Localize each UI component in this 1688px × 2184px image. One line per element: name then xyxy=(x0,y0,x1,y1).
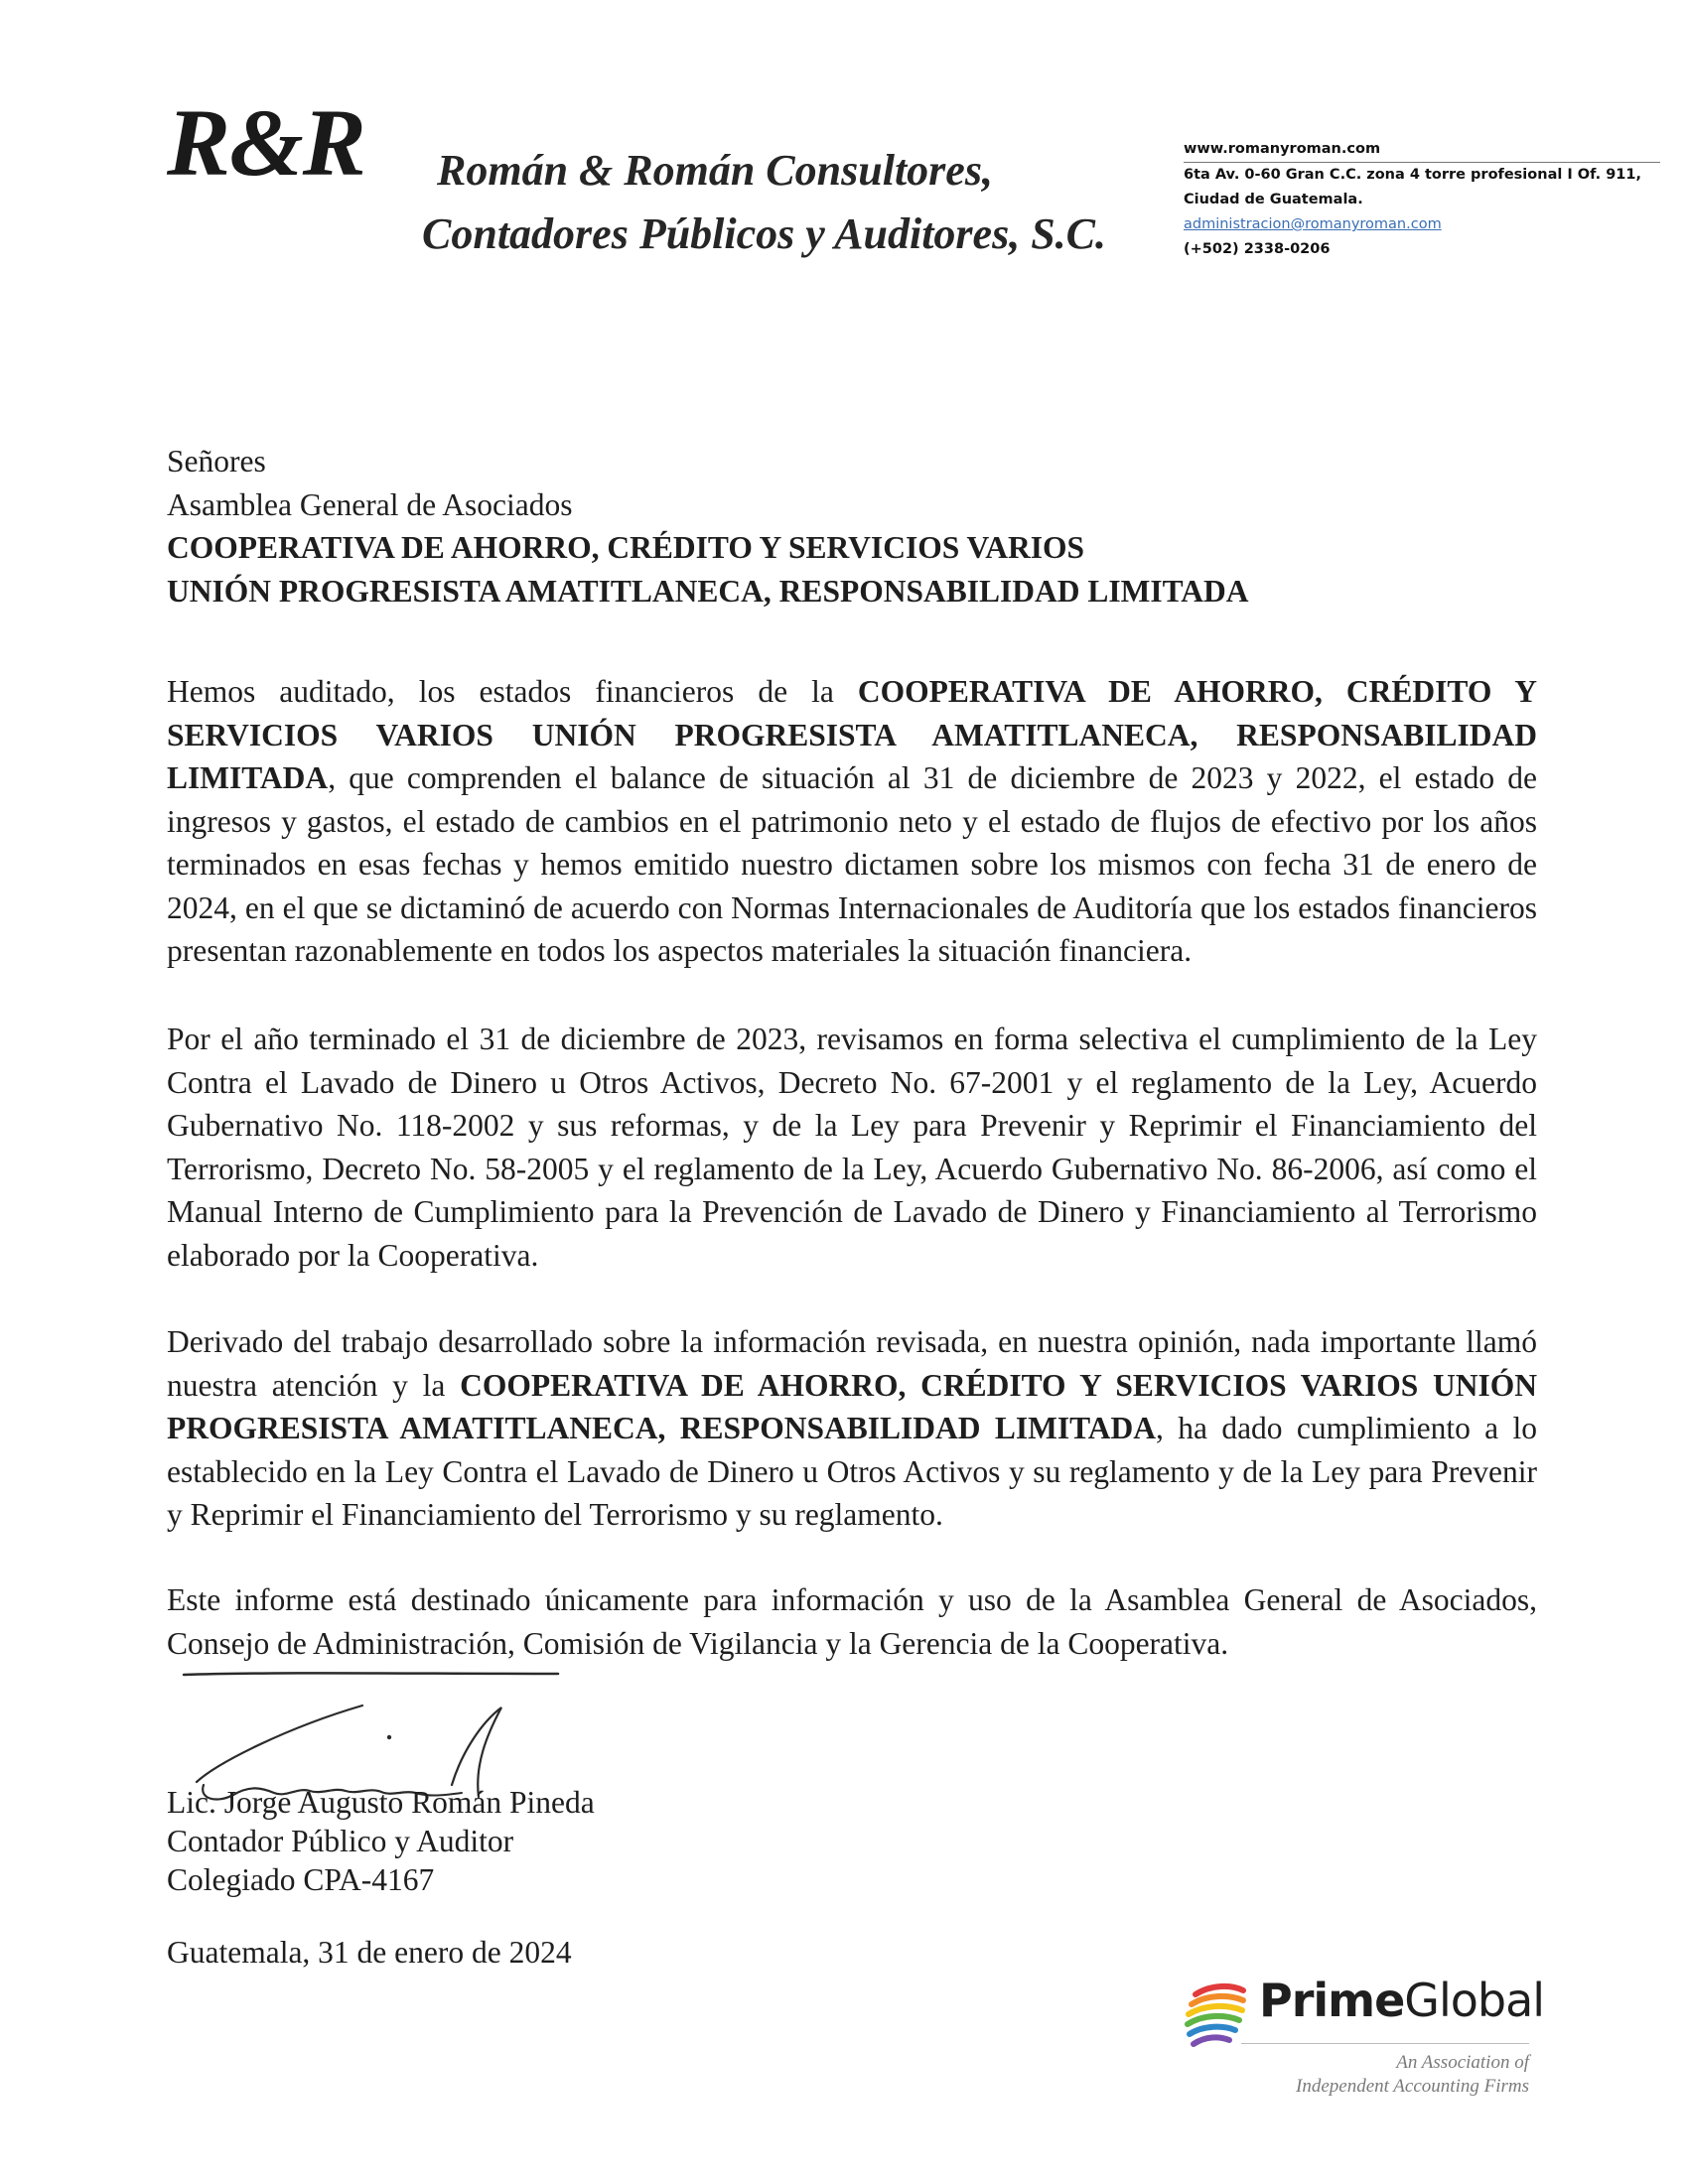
paragraph-intended-use: Este informe está destinado únicamente para información y uso de la Asamblea General de Asociados, Consejo de Administración, Comisión de Vigilancia y la Gerencia de la Cooperativa. xyxy=(167,1582,1537,1661)
firm-name-line2: Contadores Públicos y Auditores, S.C. xyxy=(422,209,1107,258)
paragraph-conclusion xyxy=(167,1320,1537,1537)
org-name-line2: UNIÓN PROGRESISTA AMATITLANECA, RESPONSABILIDAD LIMITADA xyxy=(167,573,1249,609)
office-city: Ciudad de Guatemala. xyxy=(1184,192,1363,207)
signer-name: Lic. Jorge Augusto Román Pineda xyxy=(167,1785,595,1820)
p3-intro: Derivado del trabajo desarrollado sobre la información revisada, en nuestra opinión, nada importante llamó nuestra atención y la xyxy=(167,1324,1537,1403)
paragraph-audit-opinion xyxy=(167,670,1537,973)
paragraph-compliance-review: Por el año terminado el 31 de diciembre de 2023, revisamos en forma selectiva el cumplimiento de la Ley Contra el Lavado de Dinero u Otros Activos, Decreto No. 67-2001 y el reglamento de la Ley, Acuerdo Gubernativo No. 118-2002 y sus reformas, y de la Ley para Prevenir y Reprimir el Financiamiento del Terrorismo, Decreto No. 58-2005 y el reglamento de la Ley, Acuerdo Gubernativo No. 86-2006, así como el Manual Interno de Cumplimiento para la Prevención de Lavado de Dinero y Financiamiento al Terrorismo elaborado por la Cooperativa. xyxy=(167,1022,1537,1273)
salutation: Señores xyxy=(167,444,266,478)
addressee-block xyxy=(167,440,1537,613)
addressee-line: Asamblea General de Asociados xyxy=(167,486,573,522)
primeglobal-swoosh-icon xyxy=(1182,1980,1247,2052)
email-link[interactable]: administracion@romanyroman.com xyxy=(1184,216,1442,232)
place-date: Guatemala, 31 de enero de 2024 xyxy=(167,1935,572,1970)
contact-block xyxy=(1184,137,1660,262)
p1-rest: , que comprenden el balance de situación al 31 de diciembre de 2023 y 2022, el estado de ingresos y gastos, el estado de cambios en el patrimonio neto y el estado de flujos de efectivo por los años terminados en esas fechas y hemos emitido nuestro dictamen sobre los mismos con fecha 31 de enero de 2024, en el que se dictaminó de acuerdo con Normas Internacionales de Auditoría que los estados financieros presentan razonablemente en todos los aspectos materiales la situación financiera. xyxy=(167,760,1537,968)
primeglobal-tagline-line1: An Association of xyxy=(1396,2052,1529,2073)
swoosh-blue xyxy=(1190,2027,1235,2034)
signer-title: Contador Público y Auditor xyxy=(167,1824,514,1858)
firm-name-line1: Román & Román Consultores, xyxy=(437,146,993,195)
swoosh-yellow xyxy=(1189,2006,1242,2014)
p3-org-name: COOPERATIVA DE AHORRO, CRÉDITO Y SERVICIOS VARIOS UNIÓN PROGRESISTA AMATITLANECA, RESPONSABILIDAD LIMITADA xyxy=(167,1367,1537,1445)
signer-license: Colegiado CPA-4167 xyxy=(167,1862,435,1897)
office-address: 6ta Av. 0-60 Gran C.C. zona 4 torre profesional I Of. 911, xyxy=(1184,167,1641,183)
primeglobal-name-regular: Global xyxy=(1404,1974,1545,2027)
swoosh-orange xyxy=(1192,1996,1243,2004)
firm-logo: R&R xyxy=(167,89,365,196)
website-link[interactable]: www.romanyroman.com xyxy=(1184,137,1660,163)
swoosh-purple xyxy=(1194,2037,1229,2044)
swoosh-red xyxy=(1196,1986,1243,1994)
firm-name xyxy=(422,139,1137,266)
p1-org-name: COOPERATIVA DE AHORRO, CRÉDITO Y SERVICIOS VARIOS UNIÓN PROGRESISTA AMATITLANECA, RESPONSABILIDAD LIMITADA xyxy=(167,674,1537,795)
org-name-line1: COOPERATIVA DE AHORRO, CRÉDITO Y SERVICIOS VARIOS xyxy=(167,530,1084,565)
primeglobal-divider xyxy=(1241,2043,1529,2044)
phone-number: (+502) 2338-0206 xyxy=(1184,241,1331,257)
swoosh-green xyxy=(1188,2016,1239,2024)
primeglobal-name-bold: Prime xyxy=(1259,1974,1405,2027)
p1-intro: Hemos auditado, los estados financieros de la xyxy=(167,674,858,709)
p3-rest: , ha dado cumplimiento a lo establecido en la Ley Contra el Lavado de Dinero u Otros Activos y su reglamento y de la Ley para Prevenir y Reprimir el Financiamiento del Terrorismo y su reglamento. xyxy=(167,1411,1537,1532)
signer-block xyxy=(167,1783,1537,1899)
primeglobal-name xyxy=(1259,1974,1545,2027)
primeglobal-tagline-line2: Independent Accounting Firms xyxy=(1296,2076,1529,2097)
primeglobal-tagline xyxy=(1231,2051,1529,2099)
